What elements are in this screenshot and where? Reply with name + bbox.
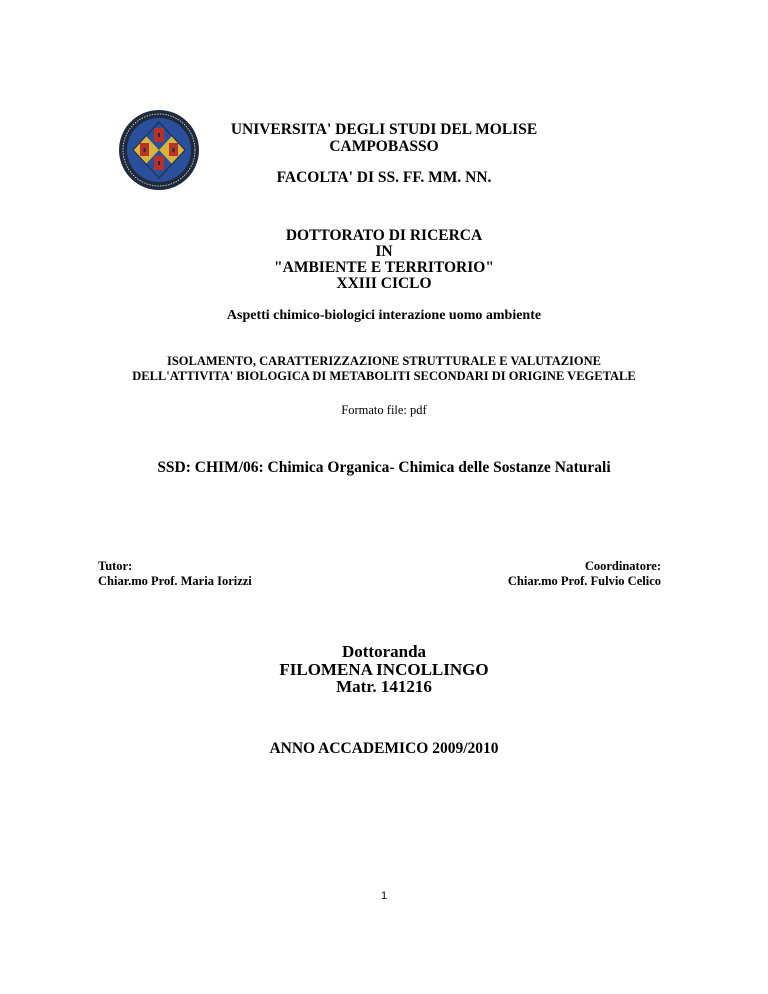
candidate-id: Matr. 141216: [336, 677, 432, 696]
coordinator-name: Chiar.mo Prof. Fulvio Celico: [507, 574, 661, 588]
doctorate-line-3: "AMBIENTE E TERRITORIO": [274, 259, 494, 276]
candidate-block: [0, 643, 768, 696]
tutor-block: [98, 559, 252, 589]
candidate-role: Dottoranda: [341, 642, 427, 661]
coordinator-label: Coordinatore:: [584, 559, 661, 573]
doctorate-line-4: XXIII CICLO: [336, 275, 432, 292]
thesis-title-line-1: ISOLAMENTO, CARATTERIZZAZIONE STRUTTURALE E VALUTAZIONE: [166, 354, 602, 368]
file-format: Formato file: pdf: [341, 403, 427, 417]
curriculum: Aspetti chimico-biologici interazione uomo ambiente: [226, 308, 542, 323]
thesis-title-line-2: DELL'ATTIVITA' BIOLOGICA DI METABOLITI SECONDARI DI ORIGINE VEGETALE: [132, 369, 636, 383]
academic-year: ANNO ACCADEMICO 2009/2010: [269, 740, 499, 757]
page-number: 1: [380, 890, 388, 902]
doctorate-block: [0, 228, 768, 292]
ssd-line: SSD: CHIM/06: Chimica Organica- Chimica delle Sostanze Naturali: [157, 459, 611, 476]
coordinator-block: [508, 559, 661, 589]
candidate-name: FILOMENA INCOLLINGO: [279, 659, 489, 679]
doctorate-line-1: DOTTORATO DI RICERCA: [285, 227, 483, 244]
doctorate-line-2: IN: [375, 243, 393, 260]
tutor-label: Tutor:: [98, 559, 133, 573]
tutor-name: Chiar.mo Prof. Maria Iorizzi: [98, 574, 252, 588]
university-name: UNIVERSITA' DEGLI STUDI DEL MOLISE CAMPOBASSO: [230, 121, 538, 155]
thesis-title: [0, 354, 768, 384]
faculty-name: FACOLTA' DI SS. FF. MM. NN.: [276, 169, 492, 186]
